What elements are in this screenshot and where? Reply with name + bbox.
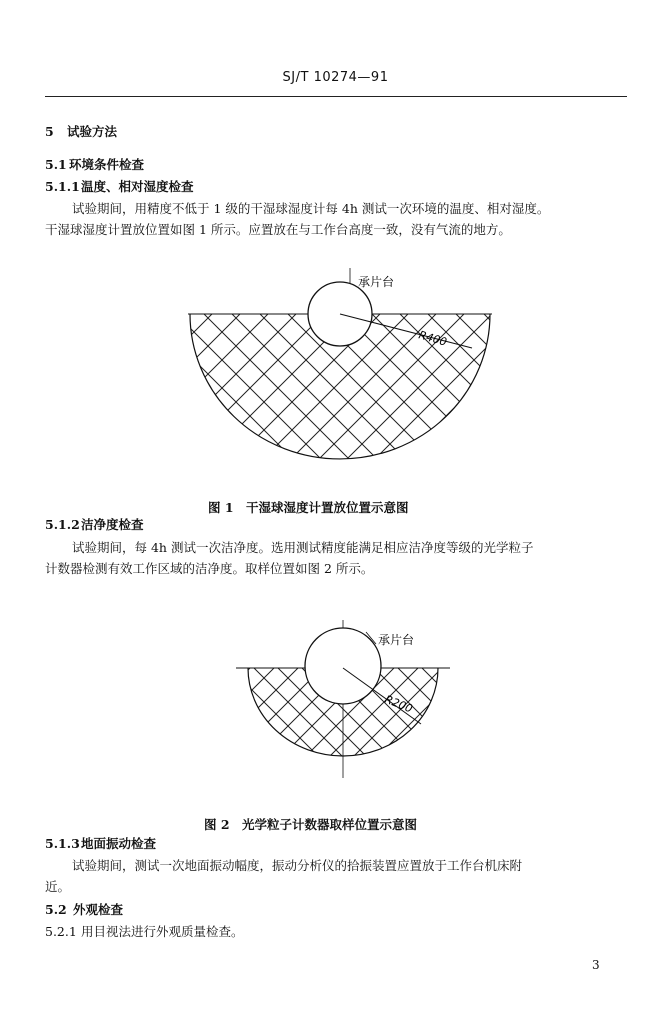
section-number: 5.2.1 [45,924,77,939]
section-number: 5.1.2 [45,517,80,532]
figure-1-radius-label: R400 [417,328,449,349]
section-5-1-1-heading [45,179,194,195]
figure-2-caption: 图 2 光学粒子计数器取样位置示意图 [204,817,418,832]
section-title: 地面振动检查 [81,836,157,851]
paragraph-1-line-1: 试验期间，用精度不低于 1 级的干湿球湿度计每 4h 测试一次环境的温度、相对湿度。 [72,201,550,216]
section-number: 5 [45,124,54,139]
section-title: 试验方法 [67,124,118,139]
paragraph-3-line-2: 近。 [45,879,71,894]
section-title: 环境条件检查 [69,157,145,172]
paragraph-1-line-2: 干湿球湿度计置放位置如图 1 所示。应置放在与工作台高度一致，没有气流的地方。 [45,222,511,237]
section-5-2-heading [45,902,123,918]
paragraph-2-line-2: 计数器检测有效工作区域的洁净度。取样位置如图 2 所示。 [45,561,374,576]
header-rule [45,96,627,97]
section-5-2-1 [45,924,244,940]
figure-1 [180,262,500,482]
figure-1-label: 承片台 [358,275,395,289]
figure-2-label: 承片台 [378,633,415,647]
section-title: 温度、相对湿度检查 [81,179,194,194]
section-5-1-heading [45,157,144,173]
section-number: 5.1.1 [45,179,80,194]
page-number: 3 [592,958,600,972]
section-5-1-2-heading [45,517,144,533]
paragraph-2-line-1: 试验期间，每 4h 测试一次洁净度。选用测试精度能满足相应洁净度等级的光学粒子 [72,540,534,555]
section-title: 洁净度检查 [81,517,144,532]
section-text: 用目视法进行外观质量检查。 [81,924,244,939]
section-5-heading [45,124,117,140]
section-number: 5.1.3 [45,836,80,851]
figure-2 [228,618,458,798]
figure-2-radius-label: R200 [382,692,415,716]
standard-code: SJ/T 10274—91 [282,70,389,85]
figure-1-caption: 图 1 干湿球湿度计置放位置示意图 [208,500,409,515]
section-title: 外观检查 [73,902,124,917]
section-number: 5.1 [45,157,67,172]
section-number: 5.2 [45,902,67,917]
section-5-1-3-heading [45,836,156,852]
paragraph-3-line-1: 试验期间，测试一次地面振动幅度，振动分析仪的拾振装置应置放于工作台机床附 [72,858,523,873]
